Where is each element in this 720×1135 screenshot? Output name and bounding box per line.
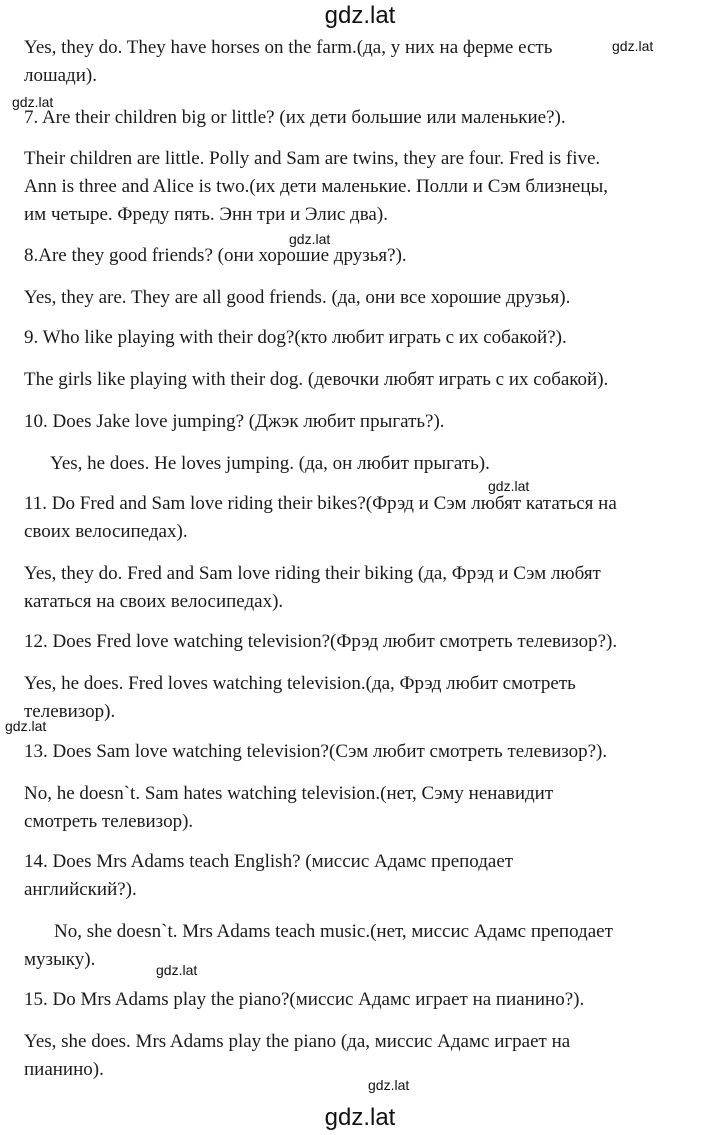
question-line: 10. Does Jake love jumping? (Джэк любит прыгать?). [24, 411, 445, 432]
watermark-header: gdz.lat [324, 2, 396, 29]
watermark-small: gdz.lat [5, 718, 47, 734]
answer-line: им четыре. Фреду пять. Энн три и Элис два). [24, 204, 388, 225]
answer-line: Yes, she does. Mrs Adams play the piano (да, миссис Адамс играет на [24, 1031, 571, 1052]
answer-line: пианино). [24, 1059, 104, 1080]
question-line: 13. Does Sam love watching television?(Сэм любит смотреть телевизор?). [24, 741, 608, 762]
answer-line: телевизор). [24, 701, 116, 722]
question-line: 8.Are they good friends? (они хорошие друзья?). [24, 245, 407, 266]
question-line: 11. Do Fred and Sam love riding their bikes?(Фрэд и Сэм любят кататься на [24, 493, 617, 514]
answer-line: The girls like playing with their dog. (девочки любят играть с их собакой). [24, 369, 609, 390]
question-line: 15. Do Mrs Adams play the piano?(миссис Адамс играет на пианино?). [24, 989, 585, 1010]
watermark-small: gdz.lat [12, 94, 54, 110]
answer-line: Yes, they do. They have horses on the farm.(да, у них на ферме есть [24, 37, 553, 58]
watermark-footer: gdz.lat [324, 1104, 396, 1131]
question-line: 7. Are their children big or little? (их дети большие или маленькие?). [24, 107, 566, 128]
question-line: 14. Does Mrs Adams teach English? (миссис Адамс преподает [24, 851, 514, 872]
question-line: 9. Who like playing with their dog?(кто любит играть с их собакой?). [24, 327, 567, 348]
watermark-small: gdz.lat [612, 38, 654, 54]
answer-line: Ann is three and Alice is two.(их дети маленькие. Полли и Сэм близнецы, [24, 176, 609, 197]
answer-line: No, she doesn`t. Mrs Adams teach music.(нет, миссис Адамс преподает [54, 921, 613, 942]
answer-line: лошади). [24, 65, 97, 86]
answer-line: Yes, he does. Fred loves watching television.(да, Фрэд любит смотреть [24, 673, 576, 694]
answer-line: музыку). [24, 949, 96, 970]
answer-line: No, he doesn`t. Sam hates watching television.(нет, Сэму ненавидит [24, 783, 554, 804]
watermark-small: gdz.lat [289, 231, 331, 247]
answer-line: кататься на своих велосипедах). [24, 591, 284, 612]
answer-line: Their children are little. Polly and Sam are twins, they are four. Fred is five. [24, 148, 601, 169]
watermark-small: gdz.lat [488, 478, 530, 494]
question-line: английский?). [24, 879, 137, 900]
watermark-small: gdz.lat [156, 962, 198, 978]
answer-line: Yes, they are. They are all good friends. (да, они все хорошие друзья). [24, 287, 571, 308]
question-line: своих велосипедах). [24, 521, 188, 542]
answer-line: Yes, they do. Fred and Sam love riding their biking (да, Фрэд и Сэм любят [24, 563, 601, 584]
answer-line: Yes, he does. He loves jumping. (да, он любит прыгать). [50, 453, 490, 474]
question-line: 12. Does Fred love watching television?(Фрэд любит смотреть телевизор?). [24, 631, 618, 652]
answer-line: смотреть телевизор). [24, 811, 194, 832]
watermark-small: gdz.lat [368, 1077, 410, 1093]
